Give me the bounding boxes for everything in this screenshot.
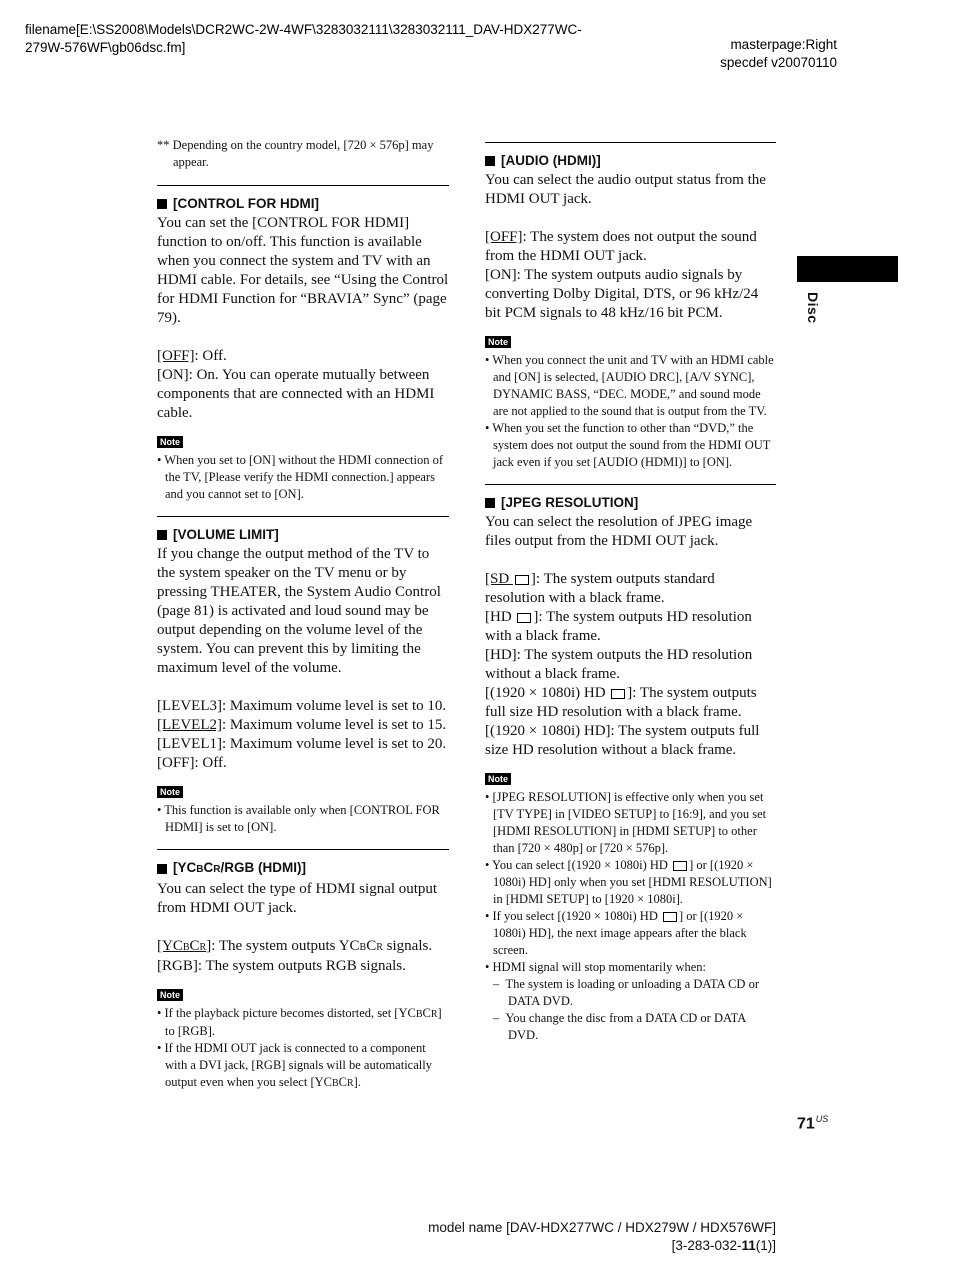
note-badge: Note <box>485 336 511 348</box>
page-number-suffix: US <box>815 1114 829 1124</box>
section-volume-limit <box>157 517 449 849</box>
section-control-for-hdmi <box>157 186 449 516</box>
chapter-tab-label: Disc <box>805 292 821 324</box>
masterpage-label: masterpage:Right <box>730 37 837 52</box>
heading-text: [AUDIO (HDMI)] <box>501 153 601 168</box>
option-full: [(1920 × 1080i) HD]: The system outputs full size HD resolution without a black frame. <box>485 723 760 758</box>
option-level2 <box>157 716 449 735</box>
default-option-label: [SD ] <box>485 571 536 587</box>
note-item: • HDMI signal will stop momentarily when: <box>485 960 707 974</box>
frame-icon <box>611 689 625 699</box>
section-body: You can set the [CONTROL FOR HDMI] function to on/off. This function is available when you connect the system and TV with an HDMI cable. For details, see “Using the Control for HDMI Function for “BRAVIA” Sync” (page 79). <box>157 215 449 326</box>
option-hd: [HD]: The system outputs the HD resolution without a black frame. <box>485 647 753 682</box>
specdef-label: specdef v20070110 <box>720 55 837 70</box>
section-body: You can select the audio output status from the HDMI OUT jack. <box>485 172 766 207</box>
footnote-text: Depending on the country model, [720 × 576p] may appear. <box>172 138 434 169</box>
footnote <box>157 137 449 171</box>
option-off <box>157 347 449 366</box>
note-item: • When you set the function to other than “DVD,” the system does not output the sound from the HDMI OUT jack even if you set [AUDIO (HDMI)] to [ON]. <box>485 421 771 469</box>
heading-text: [VOLUME LIMIT] <box>173 527 279 542</box>
default-option-label: [LEVEL2] <box>157 717 222 733</box>
note-text: When you set the function to other than “DVD,” the system does not output the sound from the HDMI OUT jack even if you set [AUDIO (HDMI)] to [ON]. <box>492 421 771 469</box>
heading-text: [CONTROL FOR HDMI] <box>173 196 319 211</box>
filename-header <box>25 21 645 57</box>
note-item: • If the HDMI OUT jack is connected to a component with a DVI jack, [RGB] signals will be automatically output even when you select [YCBCR]. <box>157 1041 432 1089</box>
default-option-label: [OFF] <box>485 229 523 245</box>
model-name: model name [DAV-HDX277WC / HDX279W / HDX576WF] <box>428 1220 776 1235</box>
page-number-value: 71 <box>797 1115 815 1133</box>
option-on: [ON]: On. You can operate mutually between components that are connected with an HDMI cable. <box>157 367 435 421</box>
option-level3: [LEVEL3]: Maximum volume level is set to 10. <box>157 698 447 714</box>
square-bullet-icon <box>485 498 495 508</box>
option-level1: [LEVEL1]: Maximum volume level is set to 20. <box>157 736 447 752</box>
note-text: HDMI signal will stop momentarily when: <box>492 960 707 974</box>
note-badge: Note <box>157 786 183 798</box>
option-off <box>485 228 776 266</box>
option-text: : Off. <box>194 348 227 364</box>
section-audio-hdmi <box>485 143 776 484</box>
note-item: • This function is available only when [CONTROL FOR HDMI] is set to [ON]. <box>157 803 440 834</box>
note-text: This function is available only when [CONTROL FOR HDMI] is set to [ON]. <box>164 803 440 834</box>
note-item: • You can select [(1920 × 1080i) HD ] or [(1920 × 1080i) HD] only when you set [HDMI RESOLUTION] in [HDMI SETUP] to [1920 × 1080i]. <box>485 858 772 906</box>
section-ycbcr-rgb <box>157 850 449 1092</box>
square-bullet-icon <box>157 199 167 209</box>
note-badge: Note <box>157 436 183 448</box>
section-body: You can select the type of HDMI signal output from HDMI OUT jack. <box>157 881 438 916</box>
section-heading <box>157 859 449 879</box>
section-heading <box>485 152 776 170</box>
frame-icon <box>673 861 687 871</box>
note-item: • [JPEG RESOLUTION] is effective only when you set [TV TYPE] in [VIDEO SETUP] to [16:9], and you set [HDMI RESOLUTION] in [HDMI SETUP] to other than [720 × 480p] or [720 × 576p]. <box>485 790 767 855</box>
part-code: [3-283-032-11(1)] <box>671 1238 776 1253</box>
section-heading <box>157 526 449 544</box>
note-item: • If you select [(1920 × 1080i) HD ] or [(1920 × 1080i) HD], the next image appears after the black screen. <box>485 909 747 957</box>
masterpage-header <box>720 36 837 72</box>
chapter-tab <box>797 256 898 282</box>
option-rgb: [RGB]: The system outputs RGB signals. <box>157 958 406 974</box>
option-ycbcr: [YCBCR]: The system outputs YCBCR signals. <box>157 938 433 954</box>
option-off: [OFF]: Off. <box>157 755 227 771</box>
note-badge: Note <box>485 773 511 785</box>
note-text: When you connect the unit and TV with an HDMI cable and [ON] is selected, [AUDIO DRC], [A/V SYNC], DYNAMIC BASS, “DEC. MODE,” and sound mode are not applied to the sound that is output from the TV. <box>492 353 774 418</box>
note-text: The system is loading or unloading a DATA CD or DATA DVD. <box>505 977 759 1008</box>
note-text: You change the disc from a DATA CD or DATA DVD. <box>505 1011 746 1042</box>
heading-text: [YCBCR/RGB (HDMI)] <box>173 860 306 875</box>
default-option-label: [YCBCR] <box>157 938 212 954</box>
section-body: If you change the output method of the TV to the system speaker on the TV menu or by pressing THEATER, the System Audio Control (page 81) is activated and loud sound may be output depending on the volume level of the system. You can prevent this by limiting the maximum level of the volume. <box>157 546 441 676</box>
note-item: • If the playback picture becomes distorted, set [YCBCR] to [RGB]. <box>157 1006 442 1038</box>
default-option-label: [OFF] <box>157 348 195 364</box>
footnote-mark: ** <box>157 138 170 152</box>
square-bullet-icon <box>485 156 495 166</box>
filename-line-1: filename[E:\SS2008\Models\DCR2WC-2W-4WF\3283032111\3283032111_DAV-HDX277WC- <box>25 22 582 37</box>
right-column <box>485 142 776 1044</box>
frame-icon <box>517 613 531 623</box>
note-item: • When you connect the unit and TV with an HDMI cable and [ON] is selected, [AUDIO DRC], [A/V SYNC], DYNAMIC BASS, “DEC. MODE,” and sound mode are not applied to the sound that is output from the TV. <box>485 353 774 418</box>
frame-icon <box>515 575 529 585</box>
note-text: When you set to [ON] without the HDMI connection of the TV, [Please verify the HDMI connection.] appears and you cannot set to [ON]. <box>164 453 444 501</box>
left-column <box>157 137 449 1092</box>
heading-text: [JPEG RESOLUTION] <box>501 495 639 510</box>
note-subitem: – You change the disc from a DATA CD or DATA DVD. <box>493 1011 746 1042</box>
option-on: [ON]: The system outputs audio signals by converting Dolby Digital, DTS, or 96 kHz/24 bit PCM signals to 48 kHz/16 bit PCM. <box>485 267 759 321</box>
note-text: [JPEG RESOLUTION] is effective only when you set [TV TYPE] in [VIDEO SETUP] to [16:9], and you set [HDMI RESOLUTION] in [HDMI SETUP] to other than [720 × 480p] or [720 × 576p]. <box>492 790 767 855</box>
page-number <box>797 1114 828 1133</box>
option-sd: [SD ]: The system outputs standard resolution with a black frame. <box>485 571 715 606</box>
section-heading <box>485 494 776 512</box>
option-hd-frame: [HD ]: The system outputs HD resolution with a black frame. <box>485 609 752 644</box>
square-bullet-icon <box>157 864 167 874</box>
square-bullet-icon <box>157 530 167 540</box>
note-badge: Note <box>157 989 183 1001</box>
option-text: : The system does not output the sound from the HDMI OUT jack. <box>485 229 757 264</box>
frame-icon <box>663 912 677 922</box>
note-subitem: – The system is loading or unloading a DATA CD or DATA DVD. <box>493 977 759 1008</box>
option-full-frame: [(1920 × 1080i) HD ]: The system outputs full size HD resolution with a black frame. <box>485 685 757 720</box>
option-text: : Maximum volume level is set to 15. <box>221 717 447 733</box>
section-jpeg-resolution <box>485 485 776 1044</box>
model-footer <box>428 1219 776 1255</box>
section-body: You can select the resolution of JPEG image files output from the HDMI OUT jack. <box>485 514 753 549</box>
section-heading <box>157 195 449 213</box>
note-item: • When you set to [ON] without the HDMI connection of the TV, [Please verify the HDMI connection.] appears and you cannot set to [ON]. <box>157 453 444 501</box>
filename-line-2: 279W-576WF\gb06dsc.fm] <box>25 40 186 55</box>
